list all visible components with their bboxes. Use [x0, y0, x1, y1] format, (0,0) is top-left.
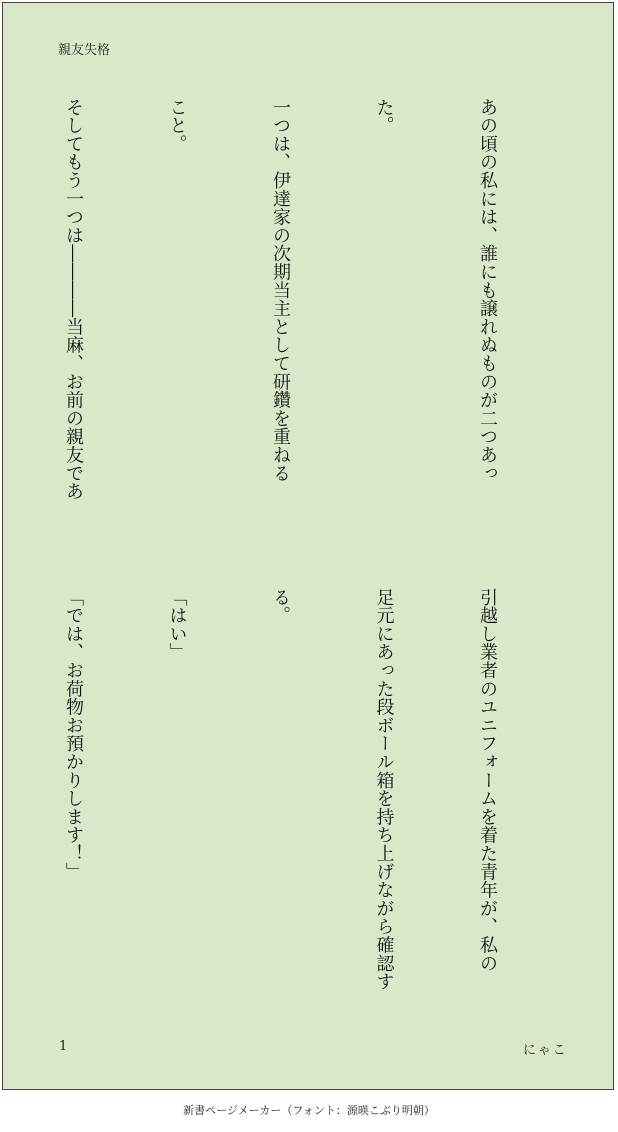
generator-caption: 新書ページメーカー（フォント：源暎こぶり明朝）	[183, 1104, 435, 1117]
page-number: 1	[59, 1039, 68, 1054]
text-line: た。	[373, 98, 395, 135]
text-line: 足元にあった段ボール箱を持ち上げながら確認す	[373, 588, 395, 991]
text-line: る。	[270, 588, 291, 625]
page-title: 親友失格	[58, 43, 111, 58]
text-line: 「はい」	[166, 588, 188, 662]
text-line: 一つは、伊達家の次期当主として研鑽を重ねる	[270, 98, 291, 483]
top-text-block	[0, 98, 573, 528]
author-name: にゃこ	[523, 1043, 568, 1058]
text-line: そしてもう一つは――――当麻、お前の親友であ	[63, 98, 84, 501]
text-line: あの頃の私には、誰にも譲れぬものが二つあっ	[477, 98, 498, 483]
book-page	[2, 2, 614, 1090]
text-line: 「では、お荷物お預かりします！」	[63, 588, 84, 881]
text-line: こと。	[166, 98, 188, 153]
text-line: 引越し業者のユニフォームを着た青年が、私の	[477, 588, 498, 973]
bottom-text-block	[0, 588, 573, 998]
